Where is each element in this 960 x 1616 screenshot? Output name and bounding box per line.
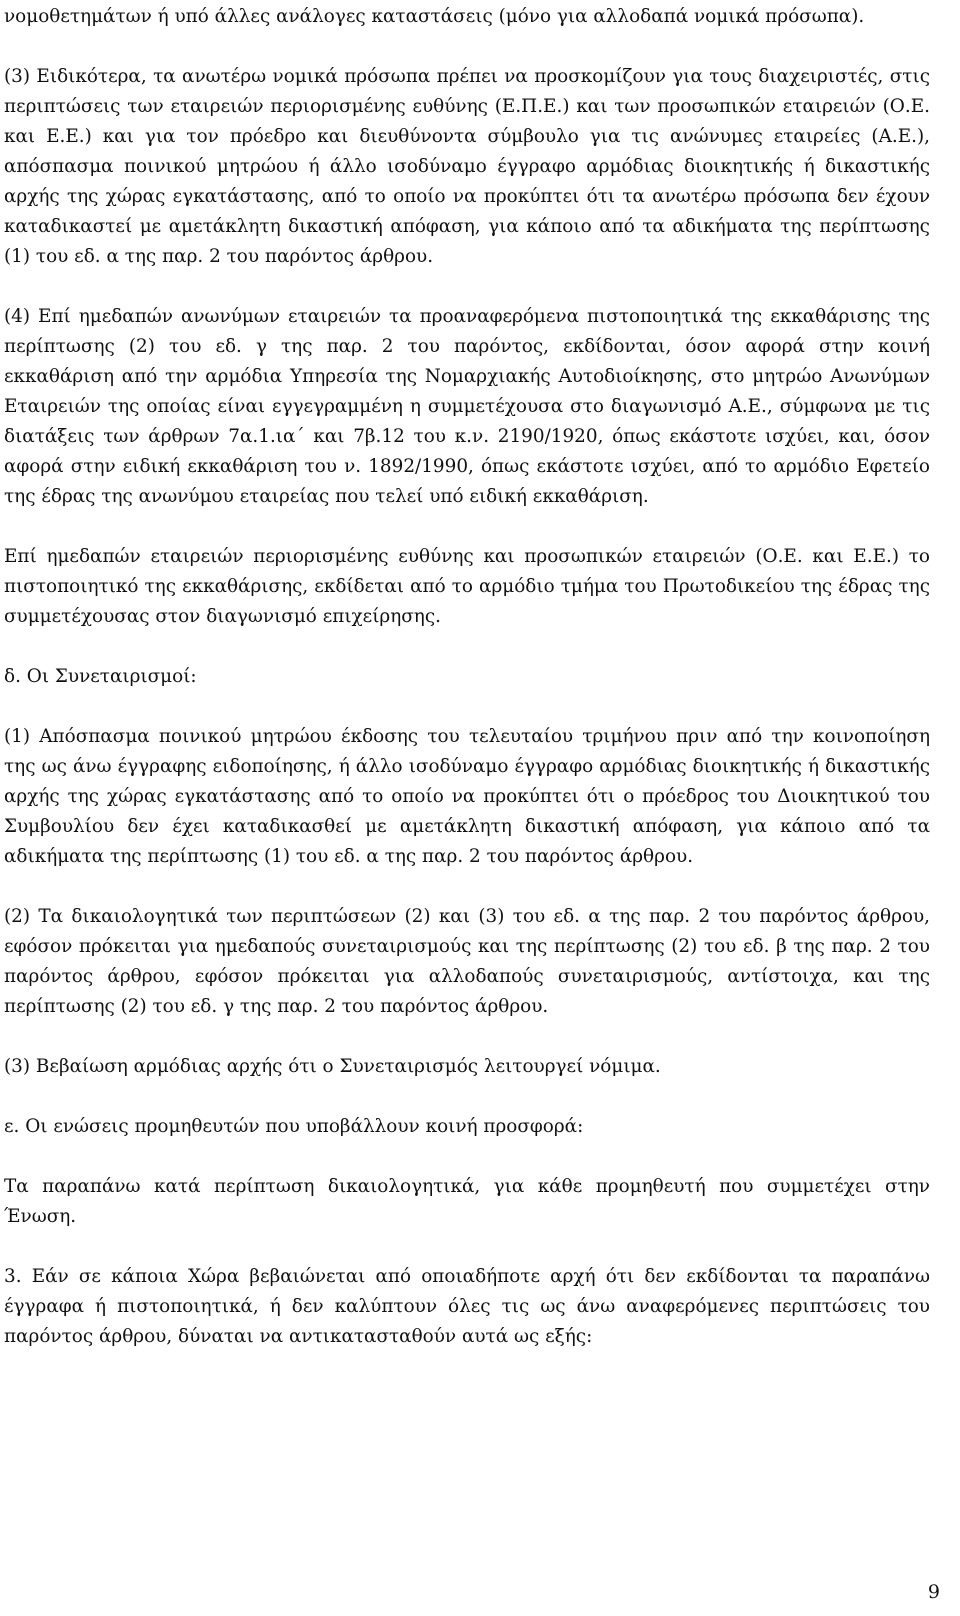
paragraph-item-4: (4) Επί ημεδαπών ανωνύμων εταιρειών τα προαναφερόμενα πιστοποιητικά της εκκαθάρισης της περίπτωσης (2) του εδ. γ της παρ. 2 του παρόντος, εκδίδονται, όσον αφορά στην κοινή εκκαθάριση από την αρμόδια Υπηρεσία της Νομαρχιακής Αυτοδιοίκησης, στο μητρώο Ανωνύμων Εταιρειών της οποίας είναι εγγεγραμμένη η συμμετέχουσα στο διαγωνισμό Α.Ε., σύμφωνα με τις διατάξεις των άρθρων 7α.1.ια΄ και 7β.12 του κ.ν. 2190/1920, όπως εκάστοτε ισχύει, και, όσον αφορά στην ειδική εκκαθάριση του ν. 1892/1990, όπως εκάστοτε ισχύει, από το αρμόδιο Εφετείο της έδρας της ανωνύμου εταιρείας που τελεί υπό ειδική εκκαθάριση.: [4, 306, 930, 507]
document-page: [4, 0, 930, 1382]
section-heading-cooperatives: δ. Οι Συνεταιρισμοί:: [4, 666, 197, 687]
paragraph-coop-item-3: (3) Βεβαίωση αρμόδιας αρχής ότι ο Συνεταιρισμός λειτουργεί νόμιμα.: [4, 1056, 661, 1077]
page-number: 9: [927, 1581, 940, 1603]
section-heading-unions: ε. Οι ενώσεις προμηθευτών που υποβάλλουν κοινή προσφορά:: [4, 1116, 584, 1137]
paragraph-unions: Τα παραπάνω κατά περίπτωση δικαιολογητικά, για κάθε προμηθευτή που συμμετέχει στην Ένωση.: [4, 1176, 930, 1227]
paragraph-item-3: (3) Ειδικότερα, τα ανωτέρω νομικά πρόσωπα πρέπει να προσκομίζουν για τους διαχειριστές, στις περιπτώσεις των εταιρειών περιορισμένης ευθύνης (Ε.Π.Ε.) και των προσωπικών εταιρειών (Ο.Ε. και Ε.Ε.) και για τον πρόεδρο και διευθύνοντα σύμβουλο για τις ανώνυμες εταιρείες (Α.Ε.), απόσπασμα ποινικού μητρώου ή άλλο ισοδύναμο έγγραφο αρμόδιας διοικητικής ή δικαστικής αρχής της χώρας εγκατάστασης, από το οποίο να προκύπτει ότι τα ανωτέρω πρόσωπα δεν έχουν καταδικαστεί με αμετάκλητη δικαστική απόφαση, για κάποιο από τα αδικήματα της περίπτωσης (1) του εδ. α της παρ. 2 του παρόντος άρθρου.: [4, 66, 930, 267]
paragraph-item-3-replacement: 3. Εάν σε κάποια Χώρα βεβαιώνεται από οποιαδήποτε αρχή ότι δεν εκδίδονται τα παραπάνω έγγραφα ή πιστοποιητικά, ή δεν καλύπτουν όλες τις ως άνω αναφερόμενες περιπτώσεις του παρόντος άρθρου, δύναται να αντικατασταθούν αυτά ως εξής:: [4, 1266, 930, 1347]
paragraph-coop-item-1: (1) Απόσπασμα ποινικού μητρώου έκδοσης του τελευταίου τριμήνου πριν από την κοινοποίηση της ως άνω έγγραφης ειδοποίησης, ή άλλο ισοδύναμο έγγραφο αρμόδιας διοικητικής ή δικαστικής αρχής της χώρας εγκατάστασης από το οποίο να προκύπτει ότι ο πρόεδρος του Διοικητικού του Συμβουλίου δεν έχει καταδικασθεί με αμετάκλητη δικαστική απόφαση, για κάποιο από τα αδικήματα της περίπτωσης (1) του εδ. α της παρ. 2 του παρόντος άρθρου.: [4, 726, 930, 867]
paragraph-continuation: νομοθετημάτων ή υπό άλλες ανάλογες καταστάσεις (μόνο για αλλοδαπά νομικά πρόσωπα).: [4, 6, 865, 27]
paragraph-coop-item-2: (2) Τα δικαιολογητικά των περιπτώσεων (2) και (3) του εδ. α της παρ. 2 του παρόντος άρθρου, εφόσον πρόκειται για ημεδαπούς συνεταιρισμούς και της περίπτωσης (2) του εδ. β της παρ. 2 του παρόντος άρθρου, εφόσον πρόκειται για αλλοδαπούς συνεταιρισμούς, αντίστοιχα, και της περίπτωσης (2) του εδ. γ της παρ. 2 του παρόντος άρθρου.: [4, 906, 930, 1017]
paragraph-limited-liability: Επί ημεδαπών εταιρειών περιορισμένης ευθύνης και προσωπικών εταιρειών (Ο.Ε. και Ε.Ε.) το πιστοποιητικό της εκκαθάρισης, εκδίδεται από το αρμόδιο τμήμα του Πρωτοδικείου της έδρας της συμμετέχουσας στον διαγωνισμό επιχείρησης.: [4, 546, 930, 627]
